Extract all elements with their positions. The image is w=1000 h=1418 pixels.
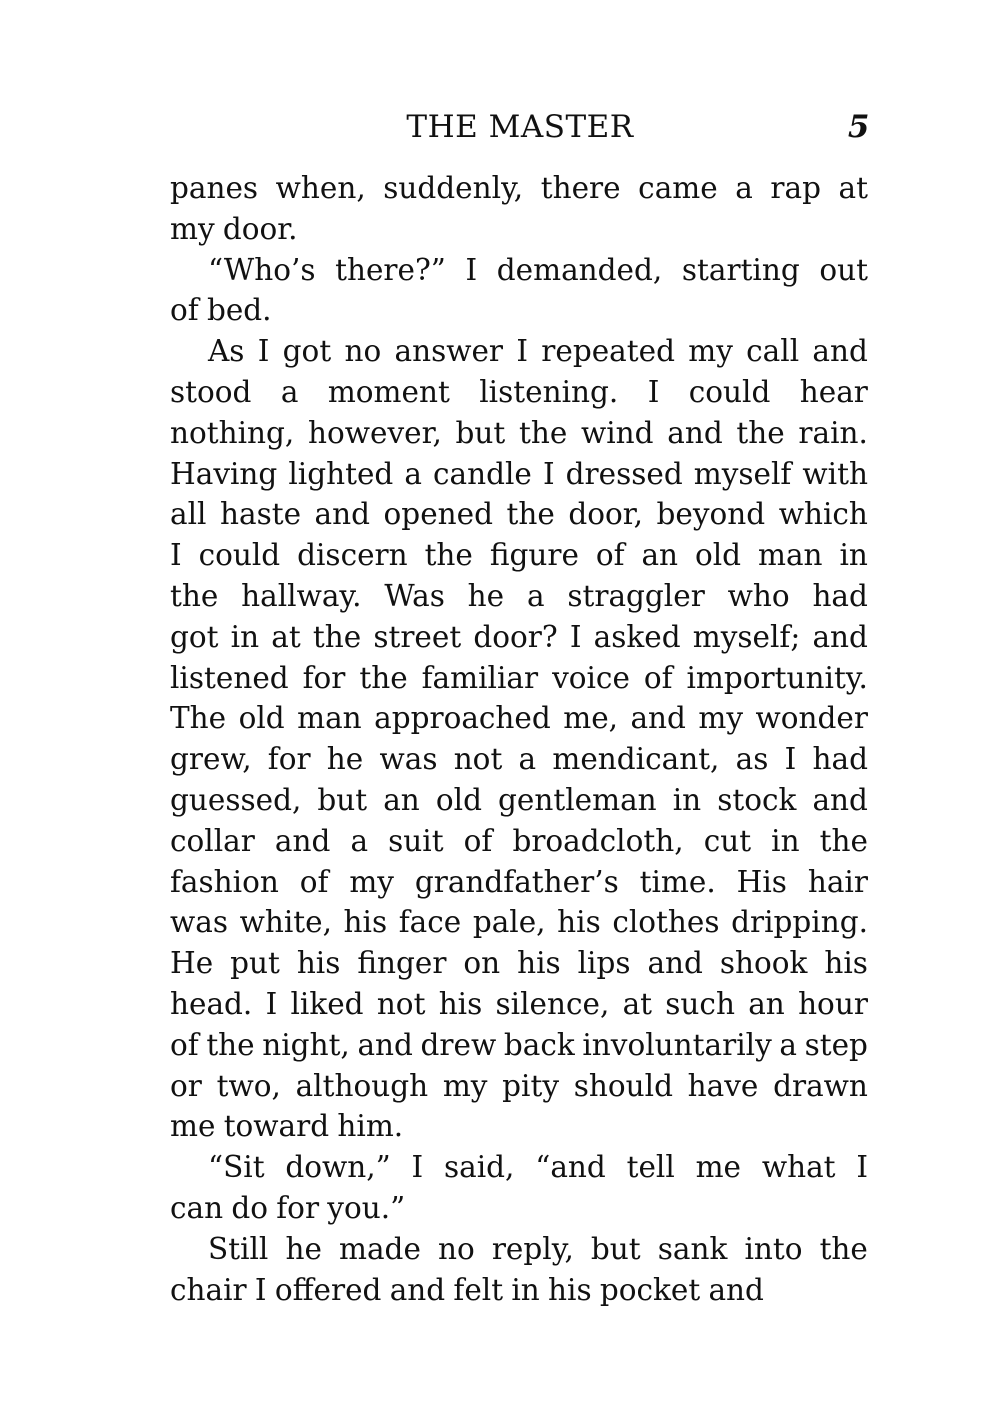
running-title: THE MASTER	[406, 109, 634, 145]
text-line: The old man approached me, and my wonder	[170, 701, 868, 736]
text-line: chair I offered and felt in his pocket and	[170, 1272, 764, 1307]
text-line: As I got no answer I repeated my call and	[208, 334, 868, 369]
text-line: fashion of my grandfather’s time. His hair	[170, 864, 868, 899]
paragraph	[170, 1147, 868, 1229]
paragraph	[170, 250, 868, 332]
paragraph	[170, 1229, 868, 1311]
text-line: can do for you.”	[170, 1190, 406, 1225]
text-line: head. I liked not his silence, at such an hour	[170, 986, 868, 1021]
text-line: my door.	[170, 211, 298, 246]
text-line: “Sit down,” I said, “and tell me what I	[208, 1150, 868, 1185]
text-line: guessed, but an old gentleman in stock and	[170, 782, 868, 817]
text-line: got in at the street door? I asked myself; and	[170, 619, 868, 654]
text-line: or two, although my pity should have drawn	[170, 1068, 868, 1103]
text-line: He put his finger on his lips and shook his	[170, 946, 868, 981]
text-line: stood a moment listening. I could hear	[170, 374, 868, 409]
text-line: all haste and opened the door, beyond which	[170, 497, 868, 532]
text-line: me toward him.	[170, 1109, 404, 1144]
text-line: panes when, suddenly, there came a rap at	[170, 171, 868, 205]
text-line: the hallway. Was he a straggler who had	[170, 578, 868, 613]
text-line: I could discern the figure of an old man in	[170, 538, 868, 573]
running-head	[170, 104, 870, 150]
body-text	[170, 168, 868, 1310]
text-line: collar and a suit of broadcloth, cut in the	[170, 823, 868, 858]
paragraph	[170, 168, 868, 250]
page-number: 5	[847, 109, 870, 145]
text-line: of the night, and drew back involuntarily a step	[170, 1027, 868, 1062]
text-line: listened for the familiar voice of importunity.	[170, 660, 868, 695]
text-line: of bed.	[170, 293, 272, 328]
text-line: was white, his face pale, his clothes dripping.	[170, 905, 868, 940]
text-line: nothing, however, but the wind and the rain.	[170, 415, 868, 450]
text-line: Still he made no reply, but sank into the	[208, 1231, 868, 1266]
text-line: “Who’s there?” I demanded, starting out	[208, 252, 868, 287]
paragraph	[170, 331, 868, 1147]
text-line: Having lighted a candle I dressed myself with	[170, 456, 868, 491]
text-line: grew, for he was not a mendicant, as I had	[170, 742, 868, 777]
